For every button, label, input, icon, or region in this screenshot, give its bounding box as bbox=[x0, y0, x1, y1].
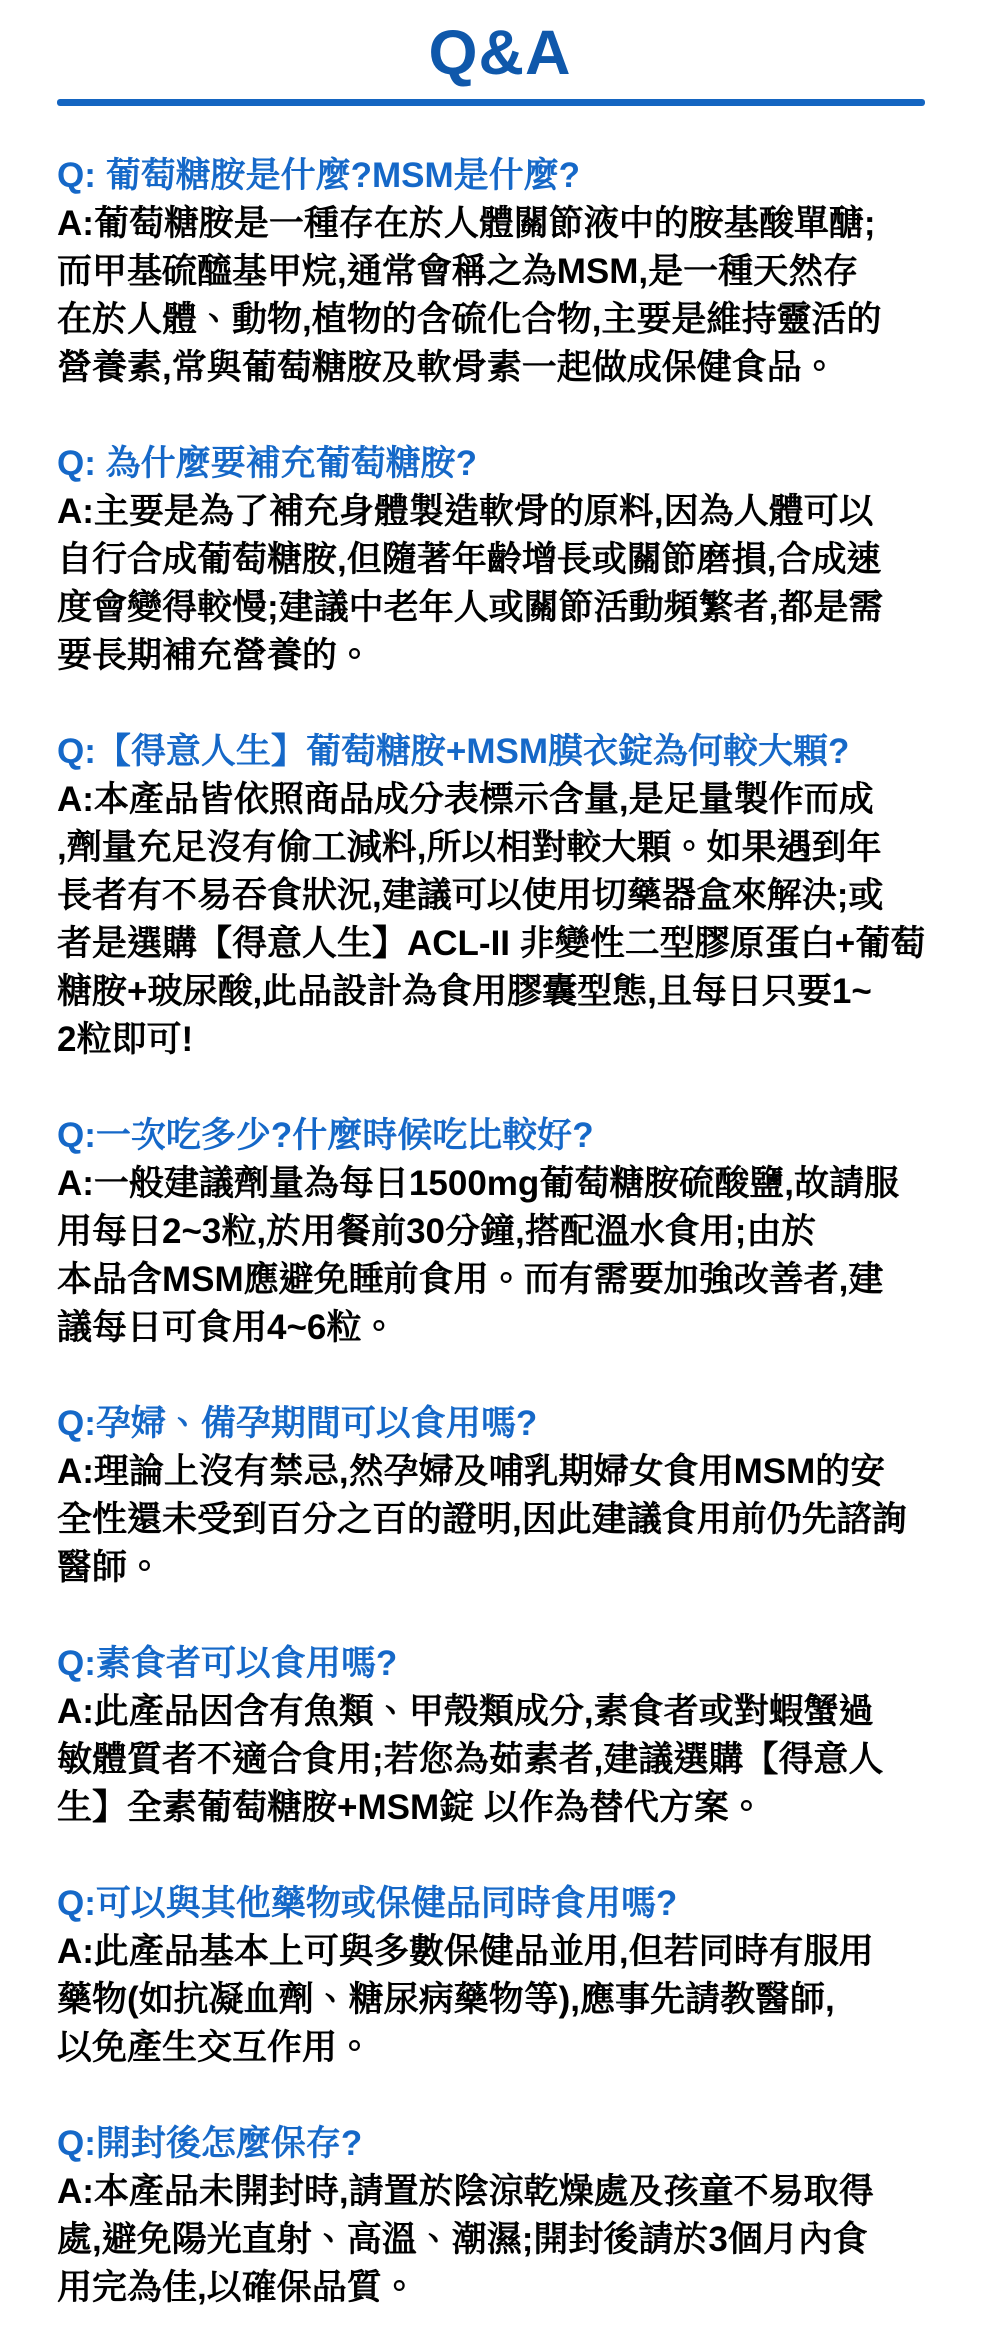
qa-section bbox=[57, 440, 957, 680]
answer-line: 全性還未受到百分之百的證明,因此建議食用前仍先諮詢 bbox=[57, 1500, 907, 1539]
answer-paragraph bbox=[57, 488, 957, 680]
answer-line: 在於人體、動物,植物的含硫化合物,主要是維持靈活的 bbox=[57, 300, 882, 339]
answer-line: 敏體質者不適合食用;若您為茹素者,建議選購【得意人 bbox=[57, 1740, 884, 1779]
answer-line: 議每日可食用4~6粒。 bbox=[57, 1308, 397, 1347]
answer-paragraph bbox=[57, 1688, 957, 1832]
answer-line: A:葡萄糖胺是一種存在於人體關節液中的胺基酸單醣; bbox=[57, 204, 876, 243]
question-heading: Q:孕婦、備孕期間可以食用嗎? bbox=[57, 1404, 538, 1443]
answer-line: 長者有不易吞食狀況,建議可以使用切藥器盒來解決;或 bbox=[57, 876, 884, 915]
page-title: Q&A bbox=[428, 18, 572, 88]
page-header bbox=[0, 0, 1000, 106]
question-heading: Q: 為什麼要補充葡萄糖胺? bbox=[57, 444, 477, 483]
question-heading: Q:素食者可以食用嗎? bbox=[57, 1644, 398, 1683]
answer-line: 而甲基硫醯基甲烷,通常會稱之為MSM,是一種天然存 bbox=[57, 252, 859, 291]
qa-section bbox=[57, 728, 957, 1064]
answer-paragraph bbox=[57, 776, 957, 1064]
question-heading: Q:開封後怎麼保存? bbox=[57, 2124, 363, 2163]
qa-section bbox=[57, 1112, 957, 1352]
answer-line: 處,避免陽光直射、高溫、潮濕;開封後請於3個月內食 bbox=[57, 2220, 868, 2259]
answer-line: 糖胺+玻尿酸,此品設計為食用膠囊型態,且每日只要1~ bbox=[57, 972, 872, 1011]
answer-line: A:理論上沒有禁忌,然孕婦及哺乳期婦女食用MSM的安 bbox=[57, 1452, 886, 1491]
question-heading: Q:可以與其他藥物或保健品同時食用嗎? bbox=[57, 1884, 678, 1923]
answer-line: 營養素,常與葡萄糖胺及軟骨素一起做成保健食品。 bbox=[57, 348, 837, 387]
answer-line: 度會變得較慢;建議中老年人或關節活動頻繁者,都是需 bbox=[57, 588, 884, 627]
qa-section bbox=[57, 1400, 957, 1592]
title-underline bbox=[57, 99, 925, 106]
answer-line: 醫師。 bbox=[57, 1548, 163, 1587]
answer-line: A:一般建議劑量為每日1500mg葡萄糖胺硫酸鹽,故請服 bbox=[57, 1164, 900, 1203]
answer-line: 要長期補充營養的。 bbox=[57, 636, 373, 675]
qa-section bbox=[57, 1880, 957, 2072]
answer-line: 用完為佳,以確保品質。 bbox=[57, 2268, 417, 2307]
answer-line: 以免產生交互作用。 bbox=[57, 2028, 373, 2067]
qa-section bbox=[57, 152, 957, 392]
question-heading: Q:【得意人生】葡萄糖胺+MSM膜衣錠為何較大顆? bbox=[57, 732, 850, 771]
answer-line: 者是選購【得意人生】ACL-II 非變性二型膠原蛋白+葡萄 bbox=[57, 924, 926, 963]
answer-paragraph bbox=[57, 200, 957, 392]
question-heading: Q:一次吃多少?什麼時候吃比較好? bbox=[57, 1116, 594, 1155]
answer-line: 本品含MSM應避免睡前食用。而有需要加強改善者,建 bbox=[57, 1260, 884, 1299]
question-heading: Q: 葡萄糖胺是什麼?MSM是什麼? bbox=[57, 156, 581, 195]
answer-paragraph bbox=[57, 1928, 957, 2072]
answer-line: 生】全素葡萄糖胺+MSM錠 以作為替代方案。 bbox=[57, 1788, 764, 1827]
answer-line: A:此產品基本上可與多數保健品並用,但若同時有服用 bbox=[57, 1932, 874, 1971]
answer-line: A:本產品未開封時,請置於陰涼乾燥處及孩童不易取得 bbox=[57, 2172, 874, 2211]
answer-paragraph bbox=[57, 1160, 957, 1352]
answer-line: A:主要是為了補充身體製造軟骨的原料,因為人體可以 bbox=[57, 492, 874, 531]
qa-section bbox=[57, 1640, 957, 1832]
qa-section bbox=[57, 2120, 957, 2312]
answer-line: ,劑量充足沒有偷工減料,所以相對較大顆。如果遇到年 bbox=[57, 828, 882, 867]
answer-line: 藥物(如抗凝血劑、糖尿病藥物等),應事先請教醫師, bbox=[57, 1980, 835, 2019]
answer-line: A:本產品皆依照商品成分表標示含量,是足量製作而成 bbox=[57, 780, 874, 819]
answer-line: A:此產品因含有魚類、甲殼類成分,素食者或對蝦蟹過 bbox=[57, 1692, 874, 1731]
answer-paragraph bbox=[57, 2168, 957, 2312]
answer-line: 自行合成葡萄糖胺,但隨著年齡增長或關節磨損,合成速 bbox=[57, 540, 882, 579]
answer-paragraph bbox=[57, 1448, 957, 1592]
answer-line: 用每日2~3粒,於用餐前30分鐘,搭配溫水食用;由於 bbox=[57, 1212, 817, 1251]
qa-sections bbox=[0, 106, 1000, 2312]
answer-line: 2粒即可! bbox=[57, 1020, 194, 1059]
